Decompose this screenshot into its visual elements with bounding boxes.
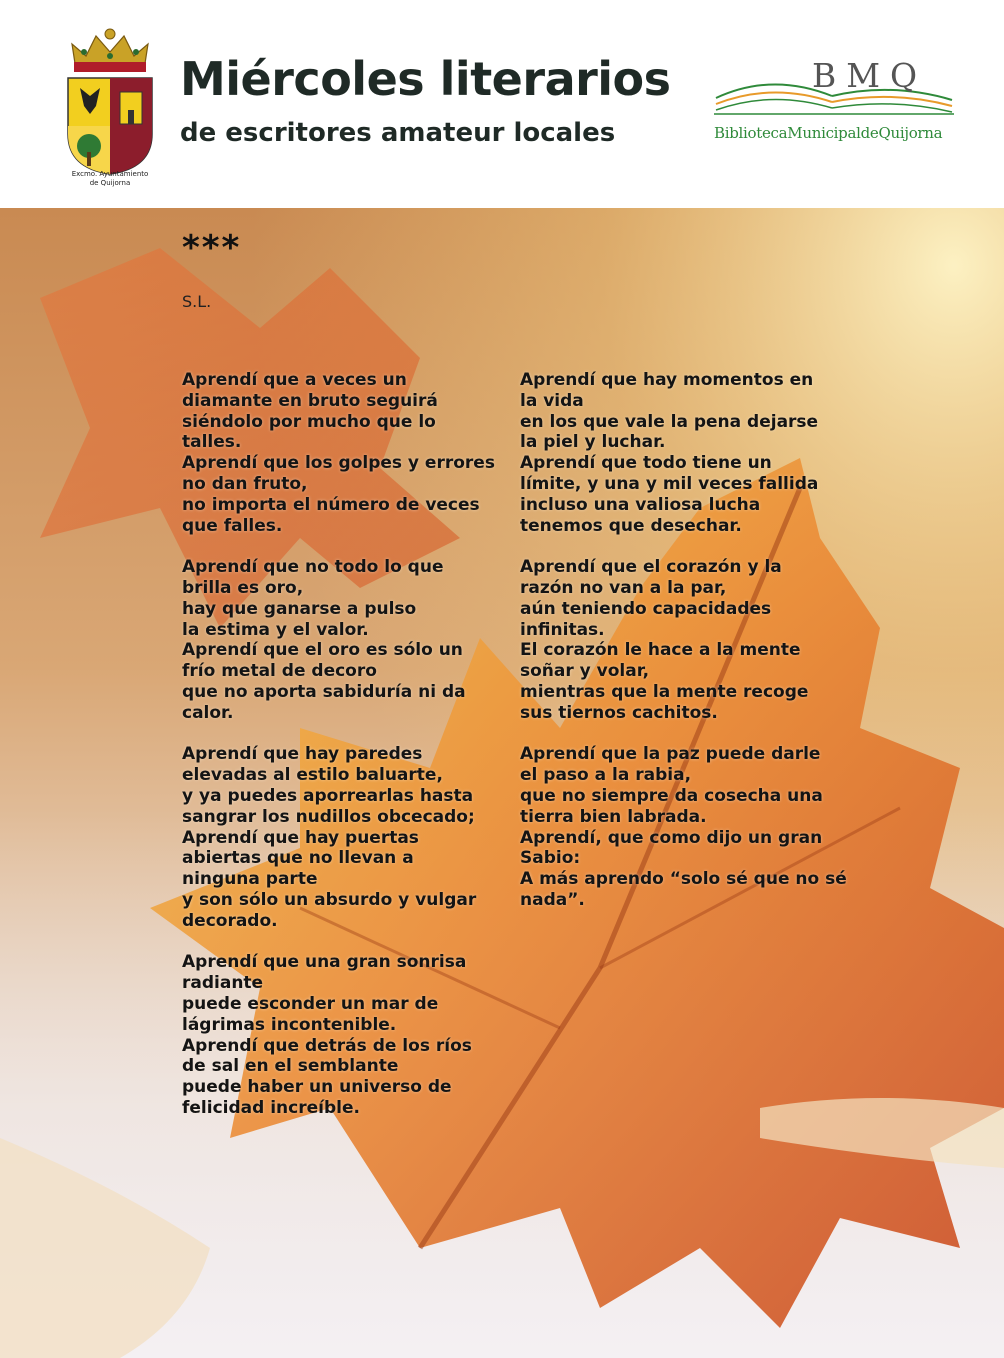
poem-left-column (182, 370, 502, 1139)
poem-line: tierra bien labrada. (520, 806, 707, 827)
poem-line: Aprendí, que como dijo un gran (520, 827, 823, 848)
poem-line: la estima y el valor. (182, 619, 369, 640)
poem-line: soñar y volar, (520, 661, 650, 682)
poem-line: Aprendí que el oro es sólo un (182, 640, 463, 661)
poem-line: y son sólo un absurdo y vulgar (182, 889, 477, 910)
poem-line: Aprendí que no todo lo que (182, 557, 444, 578)
poem-line: diamante en bruto seguirá (182, 390, 438, 411)
poem-line: Sabio: (520, 848, 581, 869)
poem-line: incluso una valiosa lucha (520, 494, 761, 515)
crest-caption-line: Excmo. Ayuntamiento (71, 170, 149, 178)
poem-line: tenemos que desechar. (520, 515, 742, 536)
poem-line: y ya puedes aporrearlas hasta (182, 785, 474, 806)
poem-line: puede haber un universo de (182, 1077, 452, 1098)
poem-line: que no aporta sabiduría ni da (182, 681, 466, 702)
poem-stanza (520, 557, 840, 723)
poem-line: ninguna parte (182, 869, 318, 890)
poem-line: lágrimas incontenible. (182, 1014, 397, 1035)
poem-line: frío metal de decoro (182, 661, 377, 682)
poem-line: Aprendí que todo tiene un (520, 453, 772, 474)
poem-line: felicidad increíble. (182, 1097, 360, 1118)
poem-line: puede esconder un mar de (182, 993, 439, 1014)
poem-line: radiante (182, 973, 264, 994)
poem-author: S.L. (182, 292, 212, 311)
poem-line: Aprendí que detrás de los ríos (182, 1035, 472, 1056)
autumn-leaf-background (0, 208, 1004, 1358)
poem-line: que no siempre da cosecha una (520, 785, 823, 806)
poem-line: sus tiernos cachitos. (520, 702, 718, 723)
poem-stanza (520, 744, 847, 910)
poem-stanza (520, 370, 840, 536)
library-name: BibliotecaMunicipaldeQuijorna (714, 124, 943, 142)
poem-stanza (182, 557, 502, 723)
poem-line: sangrar los nudillos obcecado; (182, 806, 475, 827)
poem-line: aún teniendo capacidades (520, 598, 772, 619)
poem-line: que falles. (182, 515, 283, 536)
poem-line: decorado. (182, 910, 278, 931)
poem-line: A más aprendo “solo sé que no sé (520, 869, 847, 890)
poem-line: razón no van a la par, (520, 577, 727, 598)
poem-line: abiertas que no llevan a (182, 848, 414, 869)
poem-line: hay que ganarse a pulso (182, 598, 417, 619)
poem-line: en los que vale la pena dejarse (520, 411, 819, 432)
poem-right-column (520, 370, 847, 932)
poem-line: Aprendí que el corazón y la (520, 557, 782, 578)
poem-line: Aprendí que una gran sonrisa (182, 952, 467, 973)
poem-line: elevadas al estilo baluarte, (182, 765, 443, 786)
crest-caption-line: de Quijorna (89, 179, 131, 187)
poem-line: infinitas. (520, 619, 605, 640)
poem-line: siéndolo por mucho que lo (182, 411, 436, 432)
poem-line: Aprendí que la paz puede darle (520, 744, 821, 765)
poem-line: calor. (182, 702, 234, 723)
poem-line: El corazón le hace a la mente (520, 640, 801, 661)
poem-line: la vida (520, 390, 584, 411)
poem-line: brilla es oro, (182, 577, 304, 598)
poem-line: nada”. (520, 889, 585, 910)
page-header (0, 0, 1004, 208)
poem-heading: *** (182, 228, 242, 268)
poem-line: Aprendí que hay paredes (182, 744, 423, 765)
page-title: Miércoles literarios (180, 52, 671, 106)
poem-stanza (182, 370, 502, 536)
poem-line: el paso a la rabia, (520, 765, 692, 786)
page-subtitle: de escritores amateur locales (180, 118, 616, 148)
poem-line: mientras que la mente recoge (520, 681, 809, 702)
poem-line: la piel y luchar. (520, 432, 666, 453)
leaf-illustration (0, 208, 1004, 1358)
poem-line: límite, y una y mil veces fallida (520, 473, 819, 494)
poem-stanza (182, 952, 502, 1118)
crest-caption (60, 170, 160, 188)
poem-stanza (182, 744, 502, 931)
poem-line: Aprendí que a veces un (182, 370, 407, 390)
poem-line: no dan fruto, (182, 473, 308, 494)
poem-line: no importa el número de veces (182, 494, 480, 515)
poem-line: talles. (182, 432, 242, 453)
poem-line: de sal en el semblante (182, 1056, 399, 1077)
poem-line: Aprendí que hay momentos en (520, 370, 814, 390)
poem-line: Aprendí que los golpes y errores (182, 453, 495, 474)
coat-of-arms-icon (62, 22, 158, 190)
poem-line: Aprendí que hay puertas (182, 827, 419, 848)
library-initials: BMQ (812, 56, 928, 95)
